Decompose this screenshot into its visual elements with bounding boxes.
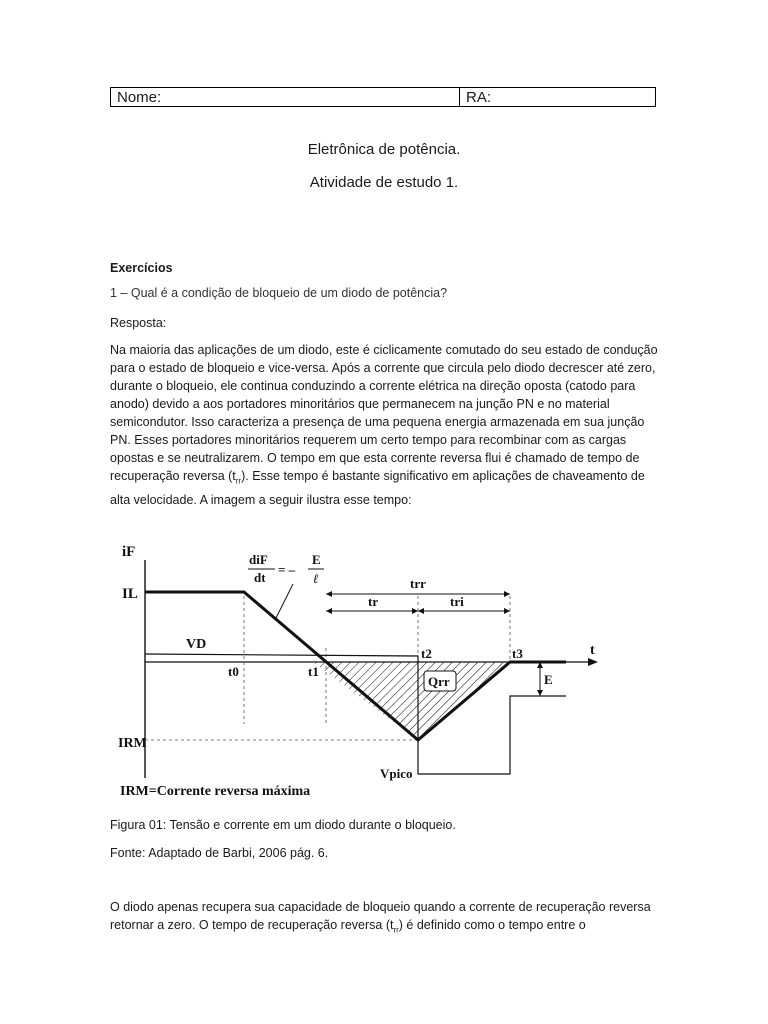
label-vpico: Vpico bbox=[380, 766, 413, 781]
figure-legend: IRM=Corrente reversa máxima bbox=[120, 784, 311, 799]
label-t0: t0 bbox=[228, 664, 239, 679]
ra-label: RA: bbox=[466, 89, 492, 106]
label-if: iF bbox=[122, 544, 136, 560]
diode-recovery-figure bbox=[118, 538, 608, 804]
document-title: Eletrônica de potência. bbox=[307, 141, 461, 158]
answer-text-b: ). Esse tempo é bastante significativo em aplicações de chaveamento de alta velocidade. A imagem a seguir ilustra esse tempo: bbox=[110, 469, 645, 507]
label-didt-num: diF bbox=[249, 552, 268, 567]
answer-label: Resposta: bbox=[110, 316, 167, 330]
answer-text-a: Na maioria das aplicações de um diodo, este é ciclicamente comutado do seu estado de condução para o estado de bloqueio e vice-versa. Após a corrente que circula pelo diodo decrescer até zero, durante o bloqueio, ele continua conduzindo a corrente elétrica na direção oposta (catodo para anodo) devido a aos portadores minoritários que permanecem na junção PN e no material semicondutor. Isso caracteriza a presença de uma pequena energia armazenada em sua junção PN. Esses portadores minoritários requerem um certo tempo para recombinar com as cargas opostas e se neutralizarem. O tempo em que esta corrente reversa flui é chamado de tempo de recuperação reversa (t bbox=[110, 343, 658, 483]
label-qrr: Qrr bbox=[428, 674, 450, 689]
answer-text-sub: rr bbox=[235, 476, 242, 486]
section-heading: Exercícios bbox=[110, 261, 173, 275]
label-t2: t2 bbox=[421, 646, 432, 661]
question-1: 1 – Qual é a condição de bloqueio de um diodo de potência? bbox=[110, 286, 448, 300]
label-irm: IRM bbox=[118, 736, 147, 751]
figure-source: Fonte: Adaptado de Barbi, 2006 pág. 6. bbox=[110, 846, 329, 860]
continuation-text-sub: rr bbox=[393, 925, 399, 935]
continuation-paragraph bbox=[110, 898, 660, 940]
label-il: IL bbox=[122, 586, 138, 602]
name-field[interactable] bbox=[111, 88, 460, 106]
figure-caption: Figura 01: Tensão e corrente em um diodo durante o bloqueio. bbox=[110, 818, 456, 832]
name-ra-table bbox=[110, 87, 656, 107]
label-didt-rhs-num: E bbox=[312, 552, 321, 567]
label-trr: trr bbox=[410, 576, 426, 591]
label-didt-rhs-den: ℓ bbox=[313, 571, 319, 586]
label-t1: t1 bbox=[308, 664, 319, 679]
label-e: E bbox=[544, 672, 553, 687]
continuation-text-b: ) é definido como o tempo entre o bbox=[398, 918, 586, 932]
x-axis-arrow bbox=[588, 658, 598, 666]
label-tr: tr bbox=[368, 594, 379, 609]
label-t3: t3 bbox=[512, 646, 523, 661]
continuation-text-a: O diodo apenas recupera sua capacidade de bloqueio quando a corrente de recuperação reversa retornar a zero. O tempo de recuperação reversa (t bbox=[110, 900, 651, 932]
label-vd: VD bbox=[186, 637, 207, 652]
ra-field[interactable] bbox=[460, 88, 655, 106]
label-t: t bbox=[590, 643, 595, 658]
label-tri: tri bbox=[450, 594, 464, 609]
answer-paragraph bbox=[110, 341, 660, 509]
label-didt-den: dt bbox=[254, 570, 266, 585]
document-subtitle: Atividade de estudo 1. bbox=[309, 174, 459, 191]
name-label: Nome: bbox=[117, 89, 162, 106]
label-didt-eq: = – bbox=[278, 562, 296, 577]
